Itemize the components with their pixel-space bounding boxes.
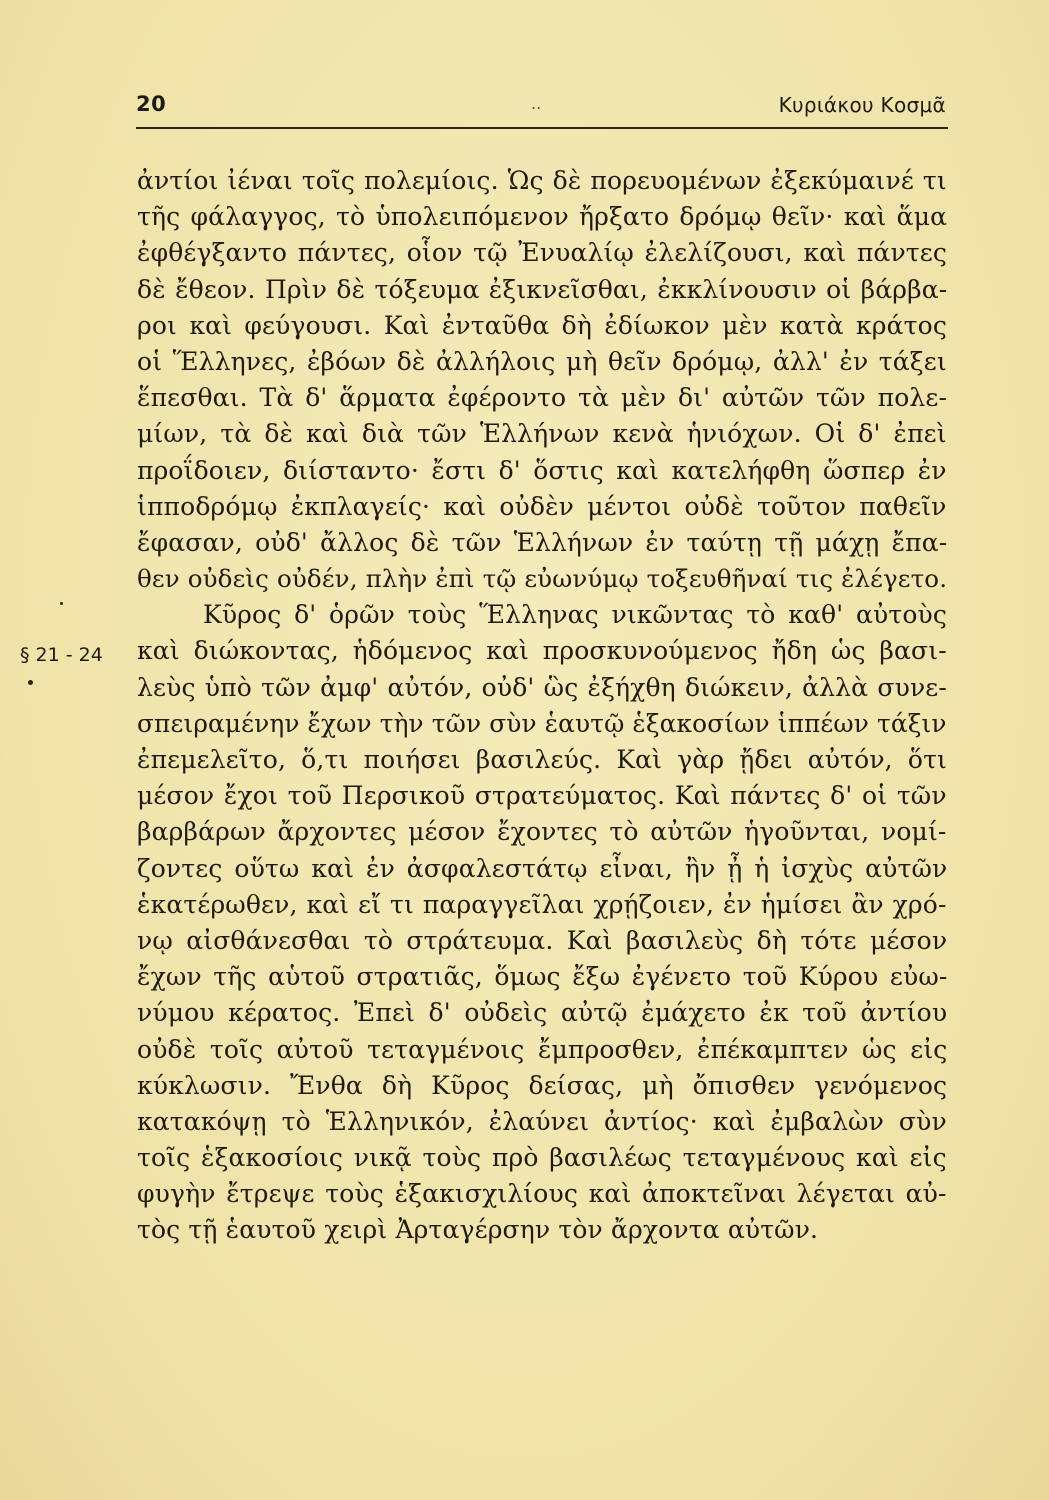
- text-line: μέσον ἔχοι τοῦ Περσικοῦ στρατεύματος. Καὶ πάντες δ' οἱ τῶν: [137, 781, 947, 811]
- text-line: ἔφασαν, οὐδ' ἄλλος δὲ τῶν Ἑλλήνων ἐν ταύτῃ τῇ μάχῃ ἔπα-: [137, 527, 948, 557]
- text-line: τὸς τῇ ἑαυτοῦ χειρὶ Ἀρταγέρσην τὸν ἄρχοντα αὐτῶν.: [137, 1215, 819, 1245]
- text-line: μίων, τὰ δὲ καὶ διὰ τῶν Ἑλλήνων κενὰ ἡνιόχων. Οἱ δ' ἐπεὶ: [137, 419, 947, 449]
- text-line: ἑκατέρωθεν, καὶ εἴ τι παραγγεῖλαι χρῄζοιεν, ἐν ἡμίσει ἂν χρό-: [137, 889, 947, 919]
- text-line: οὐδὲ τοῖς αὐτοῦ τεταγμένοις ἔμπροσθεν, ἐπέκαμπτεν ὡς εἰς: [137, 1034, 948, 1064]
- page-header: [136, 92, 946, 122]
- text-line: ἐφθέγξαντο πάντες, οἷον τῷ Ἐνυαλίῳ ἐλελίζουσι, καὶ πάντες: [137, 238, 948, 268]
- section-reference: § 21 - 24: [20, 644, 103, 666]
- text-line: νύμου κέρατος. Ἐπεὶ δ' οὐδεὶς αὐτῷ ἐμάχετο ἐκ τοῦ ἀντίου: [137, 998, 948, 1028]
- margin-dot: [28, 680, 33, 685]
- text-line: ἀντίοι ἰέναι τοῖς πολεμίοις. Ὡς δὲ πορευομένων ἐξεκύμαινέ τι: [137, 166, 947, 195]
- margin-dot: [60, 602, 63, 605]
- running-head: Κυριάκου Κοσμᾶ: [778, 93, 946, 117]
- paragraph-start-line: Κῦρος δ' ὁρῶν τοὺς Ἕλληνας νικῶντας τὸ καθ' αὐτοὺς: [203, 600, 948, 630]
- text-line: ζοντες οὕτω καὶ ἐν ἀσφαλεστάτῳ εἶναι, ἢν ᾖ ἡ ἰσχὺς αὐτῶν: [137, 853, 948, 883]
- text-line: ἔχων τῆς αὑτοῦ στρατιᾶς, ὅμως ἔξω ἐγένετο τοῦ Κύρου εὐω-: [137, 962, 948, 992]
- text-line: φυγὴν ἔτρεψε τοὺς ἑξακισχιλίους καὶ ἀποκτεῖναι λέγεται αὐ-: [137, 1179, 947, 1209]
- text-line: οἱ Ἕλληνες, ἐβόων δὲ ἀλλήλοις μὴ θεῖν δρόμῳ, ἀλλ' ἐν τάξει: [137, 346, 947, 376]
- body-text: [137, 163, 967, 1249]
- page-number: 20: [136, 92, 167, 116]
- text-line: νῳ αἰσθάνεσθαι τὸ στράτευμα. Καὶ βασιλεὺς δὴ τότε μέσον: [137, 925, 948, 955]
- text-line: τοῖς ἑξακοσίοις νικᾷ τοὺς πρὸ βασιλέως τεταγμένους καὶ εἰς: [137, 1143, 947, 1173]
- text-line: βαρβάρων ἄρχοντες μέσον ἔχοντες τὸ αὐτῶν ἡγοῦνται, νομί-: [137, 817, 947, 847]
- text-line: δὲ ἔθεον. Πρὶν δὲ τόξευμα ἐξικνεῖσθαι, ἐκκλίνουσιν οἱ βάρβα-: [137, 274, 948, 304]
- text-line: κύκλωσιν. Ἔνθα δὴ Κῦρος δείσας, μὴ ὄπισθεν γενόμενος: [137, 1070, 948, 1100]
- header-dots: ..: [531, 94, 542, 113]
- text-line: κατακόψῃ τὸ Ἑλληνικόν, ἐλαύνει ἀντίος· καὶ ἐμβαλὼν σὺν: [137, 1106, 947, 1136]
- text-line: λεὺς ὑπὸ τῶν ἀμφ' αὐτόν, οὐδ' ὣς ἐξήχθη διώκειν, ἀλλὰ συνε-: [137, 672, 947, 702]
- text-line: ροι καὶ φεύγουσι. Καὶ ἐνταῦθα δὴ ἐδίωκον μὲν κατὰ κράτος: [137, 310, 947, 340]
- text-line: ἱπποδρόμῳ ἐκπλαγείς· καὶ οὐδὲν μέντοι οὐδὲ τοῦτον παθεῖν: [137, 491, 947, 521]
- text-line: τῆς φάλαγγος, τὸ ὑπολειπόμενον ἤρξατο δρόμῳ θεῖν· καὶ ἅμα: [137, 202, 948, 232]
- text-line: προΐδοιεν, διίσταντο· ἔστι δ' ὅστις καὶ κατελήφθη ὥσπερ ἐν: [137, 455, 947, 485]
- text-line: ἐπεμελεῖτο, ὅ,τι ποιήσει βασιλεύς. Καὶ γὰρ ᾔδει αὐτόν, ὅτι: [137, 745, 948, 774]
- header-rule: [136, 127, 948, 129]
- text-line: καὶ διώκοντας, ἡδόμενος καὶ προσκυνούμενος ἤδη ὡς βασι-: [137, 636, 947, 666]
- text-line: θεν οὐδεὶς οὐδέν, πλὴν ἐπὶ τῷ εὐωνύμῳ τοξευθῆναί τις ἐλέγετο.: [137, 564, 948, 594]
- text-line: σπειραμένην ἔχων τὴν τῶν σὺν ἑαυτῷ ἑξακοσίων ἱππέων τάξιν: [137, 708, 947, 738]
- text-line: ἕπεσθαι. Τὰ δ' ἅρματα ἐφέροντο τὰ μὲν δι' αὐτῶν τῶν πολε-: [137, 383, 948, 413]
